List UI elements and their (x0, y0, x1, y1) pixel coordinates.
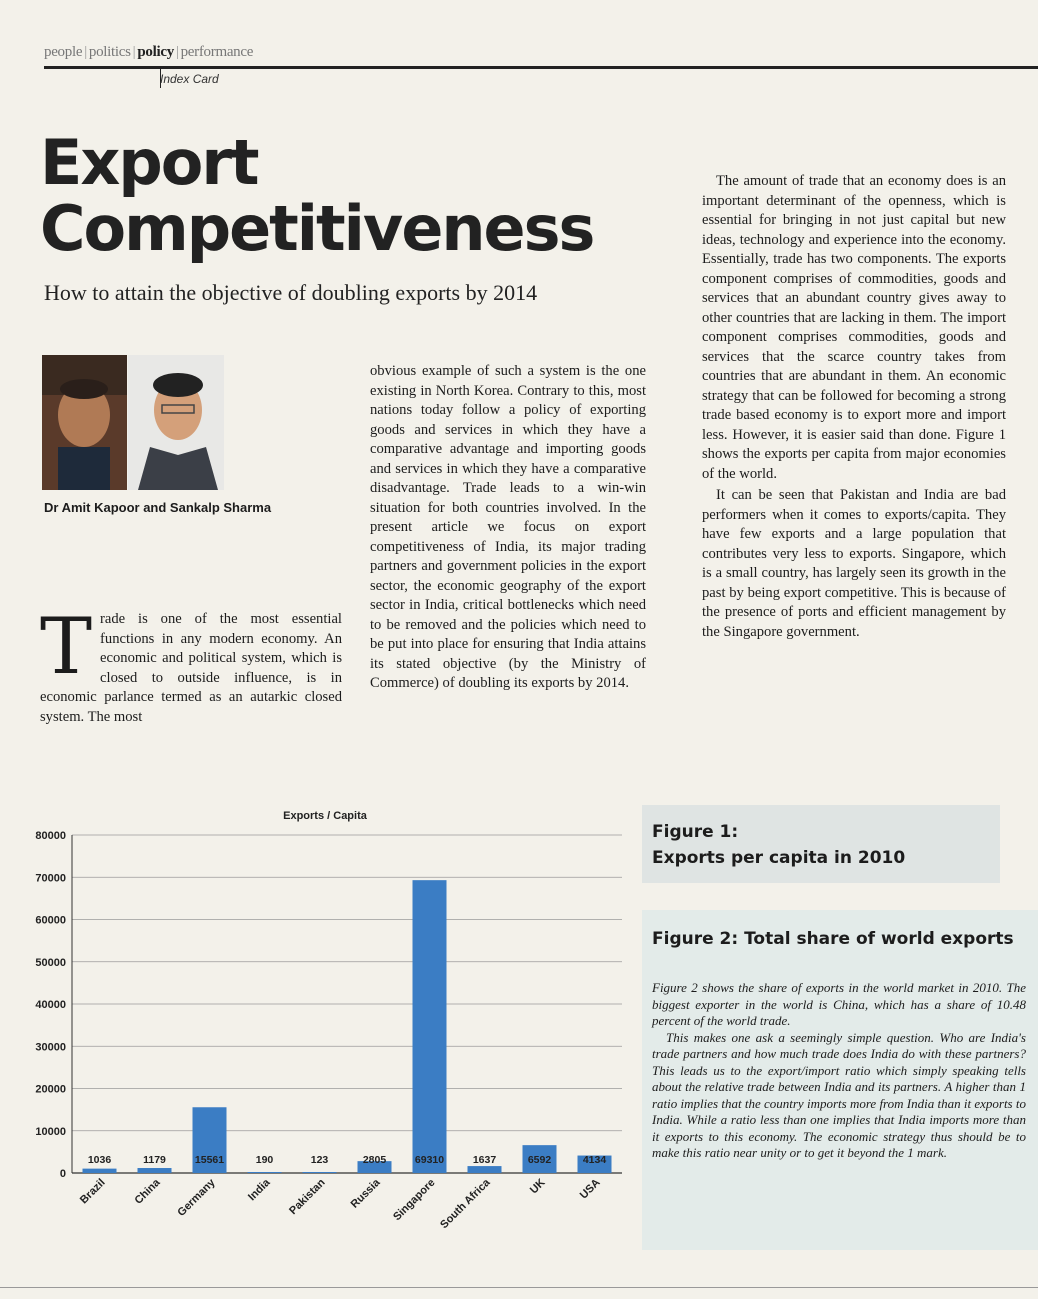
x-tick-label: Pakistan (287, 1176, 328, 1218)
y-tick-label: 80000 (35, 830, 66, 842)
y-tick-label: 20000 (35, 1083, 66, 1096)
bar-china (138, 1168, 172, 1173)
y-tick-label: 0 (59, 1168, 66, 1180)
column-1 (40, 602, 342, 727)
data-label: 15561 (194, 1154, 225, 1166)
nav-item-performance: performance (180, 44, 254, 60)
y-tick-label: 30000 (35, 1041, 66, 1054)
bar-south-africa (468, 1166, 502, 1173)
x-tick-label: Brazil (77, 1176, 108, 1207)
column-2-text: obvious example of such a system is the one existing in North Korea. Contrary to this, most nations today follow a policy of exporting goods and services in which they have a comparative advantage and importing goods and services in which they have a comparative disadvantage. Trade leads to a win-win situation for both countries involved. In the present article we focus on export competitiveness of India, its major trading partners and government policies in the export sector, the economic geography of the export sector in India, critical bottlenecks which need to be removed and the policies which need to be put into place for ensuring that India attains its stated objective (by the Ministry of Commerce) of doubling its exports by 2014. (370, 363, 646, 691)
x-tick-label: Russia (348, 1176, 383, 1211)
section-nav: people | politics | policy | performance (44, 44, 254, 60)
headline-line1: Export (40, 126, 258, 199)
headline-line2: Competitiveness (40, 192, 594, 265)
chart-title: Exports / Capita (283, 810, 367, 822)
footer-rule (0, 1287, 1038, 1288)
y-tick-label: 50000 (35, 956, 66, 969)
bar-pakistan (303, 1172, 337, 1173)
figure-1-title: Exports per capita in 2010 (652, 848, 906, 868)
author-photo-sankalp-sharma (128, 355, 224, 490)
y-tick-label: 40000 (35, 999, 66, 1011)
column-2 (370, 362, 646, 694)
index-card-label: Index Card (160, 72, 219, 86)
bar-india (248, 1172, 282, 1173)
figure-2-body (652, 980, 1026, 1162)
y-tick-label: 60000 (35, 914, 66, 927)
x-tick-label: Germany (175, 1176, 218, 1219)
column-1-text: rade is one of the most essential functions in any modern economy. An economic and political system, which is closed to outside influence, is in economic parlance termed as an autarkic closed system. The most (40, 611, 342, 725)
data-label: 123 (310, 1154, 329, 1166)
author-photo-amit-kapoor (42, 355, 127, 490)
column-3 (702, 172, 1006, 642)
data-label: 1637 (472, 1154, 497, 1166)
nav-item-policy: policy (137, 44, 174, 60)
y-tick-label: 70000 (35, 872, 66, 885)
data-label: 4134 (582, 1154, 607, 1166)
nav-item-politics: politics (88, 44, 131, 60)
figure-2-box (642, 910, 1038, 1250)
x-tick-label: UK (527, 1176, 548, 1197)
data-label: 6592 (527, 1154, 552, 1166)
column-3-para-2: It can be seen that Pakistan and India are bad performers when it comes to exports/capita. They have few exports and a large population that contributes very less to exports. Singapore, which is a small country, has largely seen its growth in the past by being export competitive. This is because of the presence of ports and efficient management by the Singapore government. (702, 487, 1006, 640)
data-label: 190 (255, 1154, 274, 1166)
x-tick-label: China (132, 1176, 163, 1207)
data-label: 1179 (143, 1154, 166, 1166)
x-tick-label: South Africa (438, 1176, 493, 1232)
data-label: 2805 (362, 1154, 387, 1166)
bar-singapore (413, 880, 447, 1173)
x-tick-label: Singapore (391, 1176, 438, 1224)
y-tick-label: 10000 (35, 1125, 66, 1138)
x-tick-label: India (245, 1176, 273, 1204)
header-rule (44, 66, 1038, 69)
figure-2-para-2: This makes one ask a seemingly simple question. Who are India's trade partners and how much trade does India do with these partners? This leads us to the export/import ratio which simply speaking tells about the relative trade between India and its partners. A higher than 1 ratio implies that the country imports more from India than it exports to India. While a ratio less than one implies that India imports more than it exports to this economy. The economic strategy thus should be to make this ratio near unity or to get it beyond the 1 mark. (652, 1029, 1026, 1160)
drop-cap: T (40, 602, 93, 692)
subtitle: How to attain the objective of doubling exports by 2014 (44, 280, 538, 305)
byline: Dr Amit Kapoor and Sankalp Sharma (44, 500, 272, 515)
figure-2-title: Figure 2: Total share of world exports (652, 929, 1014, 949)
column-3-para-1: The amount of trade that an economy does is an important determinant of the openness, which is essential for bringing in not just capital but new ideas, technology and experience into the economy. Essentially, trade has two components. The exports component comprises of commodities, goods and services that an abundant country gives away to other countries that are lacking in them. The import component comprises commodities, goods and services that the scarce country takes from countries that are abundant in them. An economic strategy that can be followed for becoming a strong trade based economy is to export more and import less. However, it is easier said than done. Figure 1 shows the exports per capita from major economies of the world. (702, 173, 1006, 482)
figure-1-box (642, 805, 1000, 883)
x-tick-label: USA (577, 1176, 603, 1202)
nav-item-people: people (44, 44, 83, 60)
data-label: 1036 (87, 1154, 112, 1166)
figure-1-label: Figure 1: (652, 822, 739, 842)
data-label: 69310 (414, 1154, 445, 1166)
bar-brazil (83, 1169, 117, 1173)
exports-per-capita-chart (0, 800, 640, 1270)
headline (40, 126, 594, 265)
figure-2-para-1: Figure 2 shows the share of exports in the world market in 2010. The biggest exporter in the world is China, which has a share of 10.48 percent of the world trade. (652, 980, 1026, 1028)
